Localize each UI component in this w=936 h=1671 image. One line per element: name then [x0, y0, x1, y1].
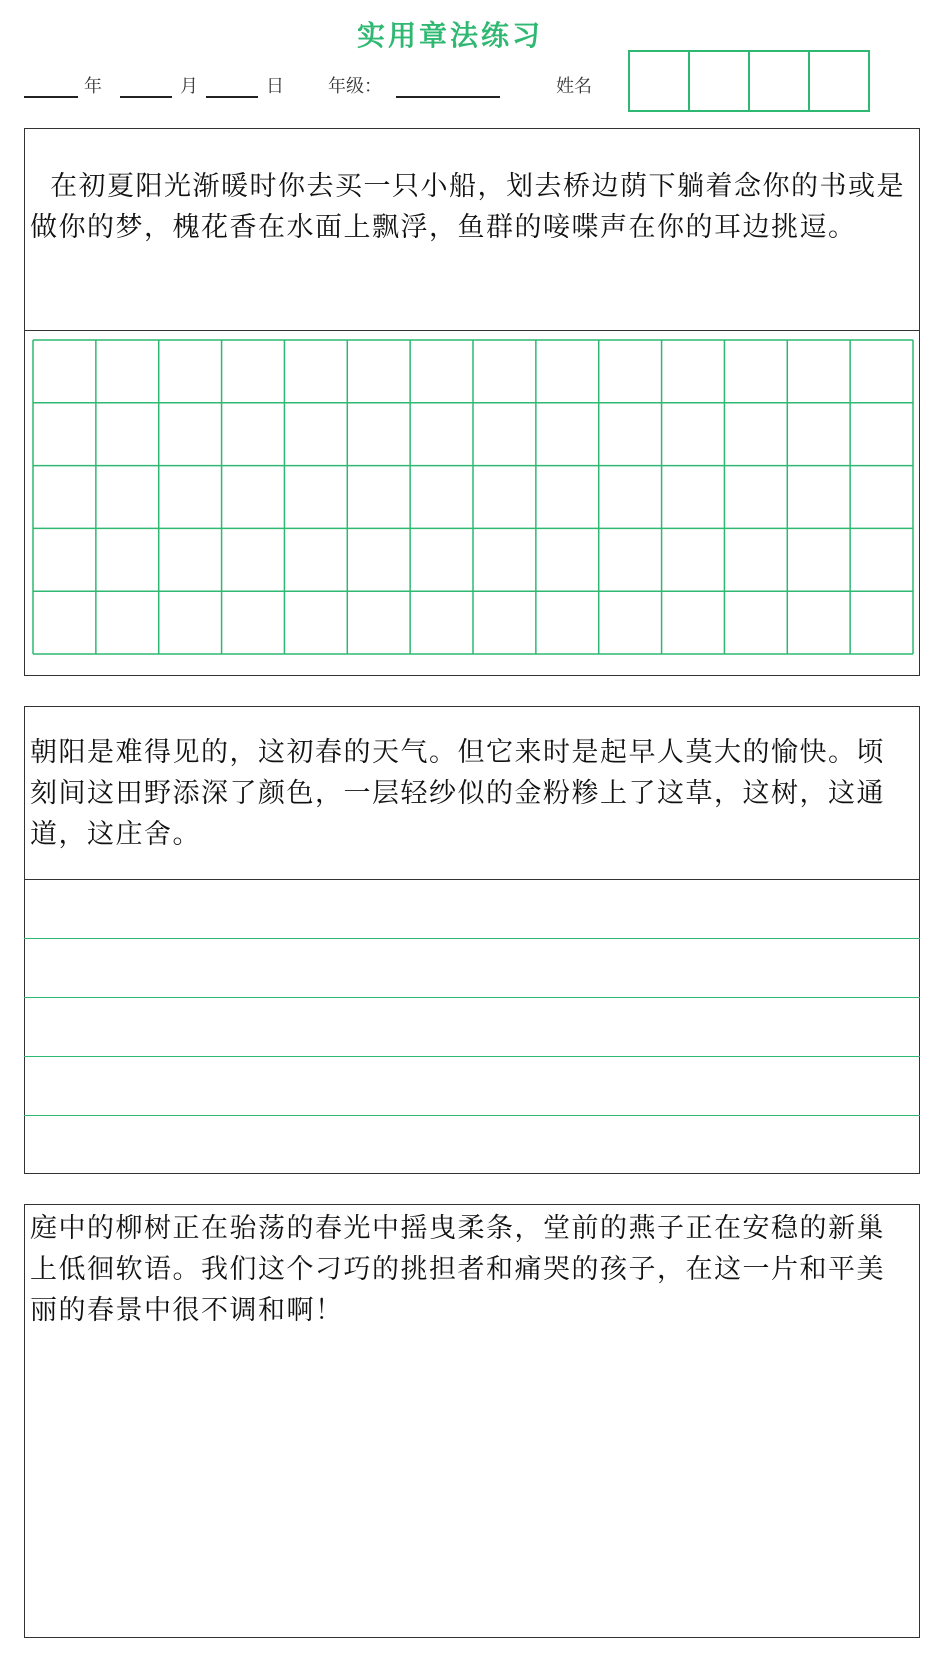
grade-label: 年级：	[328, 76, 382, 97]
grade-blank	[396, 96, 500, 98]
day-label: 日	[266, 76, 284, 97]
writing-grid[interactable]	[32, 339, 914, 655]
name-box[interactable]	[688, 50, 750, 112]
section-1-divider	[24, 330, 920, 331]
section-3-text: 庭中的柳树正在骀荡的春光中摇曳柔条，堂前的燕子正在安稳的新巢上低徊软语。我们这个刁巧的挑担者和痛哭的孩子，在这一片和平美丽的春景中很不调和啊！	[30, 1213, 885, 1326]
page-title: 实用章法练习	[356, 19, 543, 52]
year-blank	[24, 96, 78, 98]
writing-rule[interactable]	[24, 1115, 920, 1116]
month-label: 月	[180, 76, 198, 97]
section-2-divider	[24, 879, 920, 880]
year-label: 年	[84, 76, 102, 97]
name-boxes	[628, 50, 870, 112]
writing-rule[interactable]	[24, 1056, 920, 1057]
name-box[interactable]	[748, 50, 810, 112]
section-2-text: 朝阳是难得见的，这初春的天气。但它来时是起早人莫大的愉快。顷刻间这田野添深了颜色，一层轻纱似的金粉糁上了这草，这树，这通道，这庄舍。	[30, 737, 885, 850]
month-blank	[120, 96, 172, 98]
name-box[interactable]	[628, 50, 690, 112]
writing-rule[interactable]	[24, 938, 920, 939]
name-box[interactable]	[808, 50, 870, 112]
writing-rule[interactable]	[24, 997, 920, 998]
day-blank	[206, 96, 258, 98]
section-1-text: 在初夏阳光渐暖时你去买一只小船，划去桥边荫下躺着念你的书或是做你的梦，槐花香在水面上飘浮，鱼群的唼喋声在你的耳边挑逗。	[30, 171, 905, 243]
name-label: 姓名	[556, 76, 592, 97]
